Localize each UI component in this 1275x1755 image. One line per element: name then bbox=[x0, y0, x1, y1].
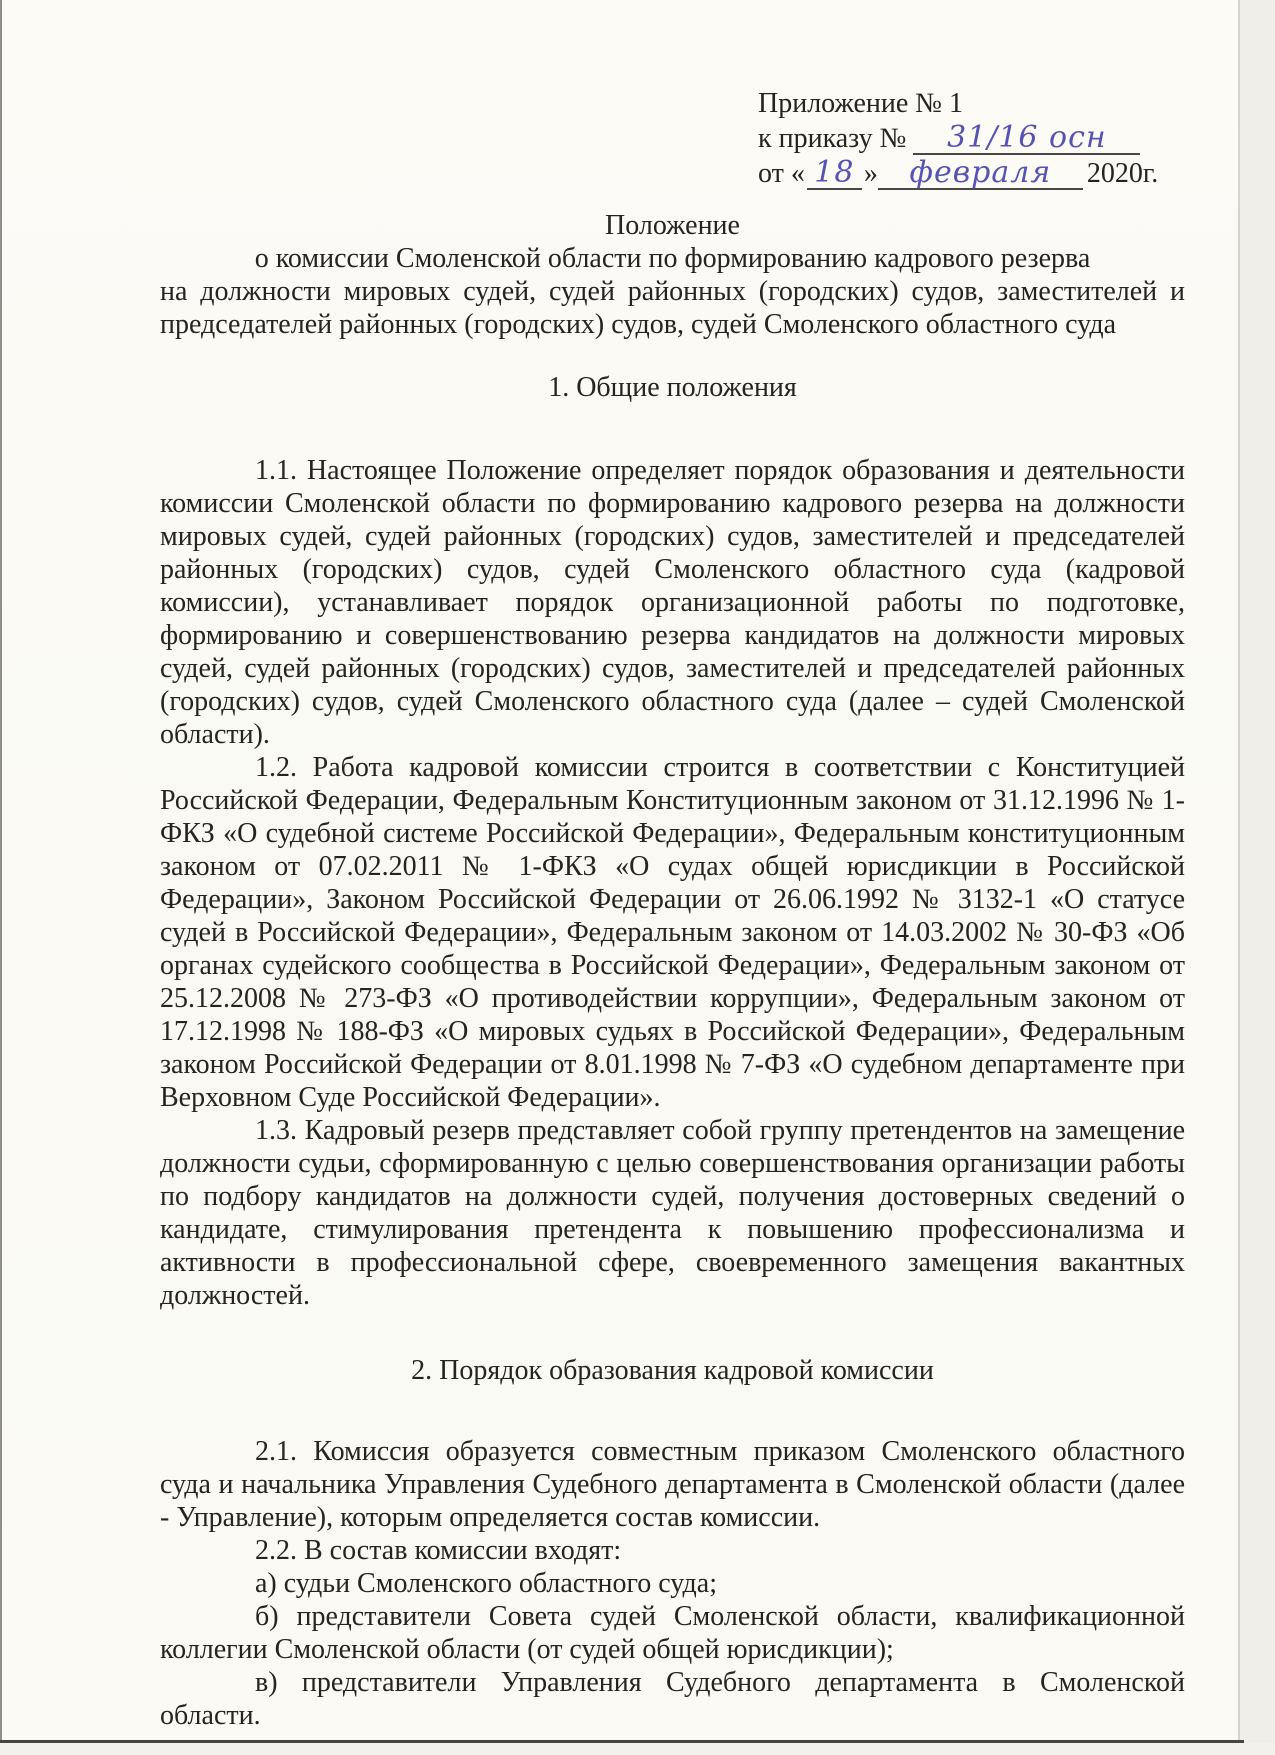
appendix-label: Приложение № 1 bbox=[758, 88, 963, 119]
list-item-v: в) представители Управления Судебного департамента в Смоленской области. bbox=[160, 1667, 1185, 1731]
handwritten-order-number: 31/16 осн bbox=[913, 123, 1140, 155]
order-date-line bbox=[758, 156, 1185, 191]
handwritten-day: 18 bbox=[807, 158, 862, 190]
scan-left-edge bbox=[0, 0, 2, 1742]
list-item-b: б) представители Совета судей Смоленской области, квалификационной коллегии Смоленской области (от судей общей юрисдикции); bbox=[160, 1601, 1185, 1665]
document-title bbox=[160, 209, 1185, 341]
date-prefix: от « bbox=[758, 158, 805, 189]
paragraph-1-1: 1.1. Настоящее Положение определяет порядок образования и деятельности комиссии Смоленской области по формированию кадрового резерва на должности мировых судей, судей районных (городских) судов, заместителей и председателей районных (городских) судов, судей Смоленского областного суда (кадровой комиссии), устанавливает порядок организационной работы по подготовке, формированию и совершенствованию резерва кандидатов на должности мировых судей, судей районных (городских) судов, заместителей и председателей районных (городских) судов, судей Смоленского областного суда (далее – судей Смоленской области). bbox=[160, 455, 1185, 750]
paragraph-1-2: 1.2. Работа кадровой комиссии строится в соответствии с Конституцией Российской Федерации, Федеральным Конституционным законом от 31.12.1996 № 1-ФКЗ «О судебной системе Российской Федерации», Федеральным конституционным законом от 07.02.2011 № 1-ФКЗ «О судах общей юрисдикции в Российской Федерации», Законом Российской Федерации от 26.06.1992 № 3132-1 «О статусе судей в Российской Федерации», Федеральным законом от 14.03.2002 № 30-ФЗ «Об органах судейского сообщества в Российской Федерации», Федеральным законом от 25.12.2008 № 273-ФЗ «О противодействии коррупции», Федеральным законом от 17.12.1998 № 188-ФЗ «О мировых судьях в Российской Федерации», Федеральным законом Российской Федерации от 8.01.1998 № 7-ФЗ «О судебном департаменте при Верховном Суде Российской Федерации». bbox=[160, 752, 1185, 1113]
paragraph-1-3: 1.3. Кадровый резерв представляет собой группу претендентов на замещение должности судьи, сформированную с целью совершенствования организации работы по подбору кандидатов на должности судей, получения достоверных сведений о кандидате, стимулирования претендента к повышению профессионализма и активности в профессиональной сфере, своевременного замещения вакантных должностей. bbox=[160, 1115, 1185, 1311]
appendix-header bbox=[758, 86, 1185, 191]
title-line-4: председателей районных (городских) судов, судей Смоленского областного суда bbox=[160, 309, 1117, 340]
section-2-heading: 2. Порядок образования кадровой комиссии bbox=[411, 1355, 934, 1386]
title-line-1: Положение bbox=[605, 210, 740, 241]
scanner-background bbox=[0, 1743, 1275, 1755]
scan-right-edge bbox=[1238, 0, 1240, 1742]
paragraph-2-2: 2.2. В состав комиссии входят: bbox=[255, 1535, 622, 1566]
title-line-2: о комиссии Смоленской области по формированию кадрового резерва bbox=[254, 243, 1091, 274]
document-content bbox=[160, 86, 1185, 1732]
title-line-3: на должности мировых судей, судей районных (городских) судов, заместителей и bbox=[160, 276, 1185, 307]
handwritten-month: февраля bbox=[878, 158, 1083, 190]
section-1-heading: 1. Общие положения bbox=[548, 372, 797, 403]
date-year: 2020г. bbox=[1086, 158, 1159, 189]
date-close-quote: » bbox=[863, 158, 878, 189]
paragraph-2-1: 2.1. Комиссия образуется совместным приказом Смоленского областного суда и начальника Управления Судебного департамента в Смоленской области (далее - Управление), которым определяется состав комиссии. bbox=[160, 1436, 1185, 1533]
order-prefix: к приказу № bbox=[758, 123, 914, 154]
order-number-line bbox=[758, 121, 1185, 156]
list-item-a: а) судьи Смоленского областного суда; bbox=[255, 1568, 717, 1599]
